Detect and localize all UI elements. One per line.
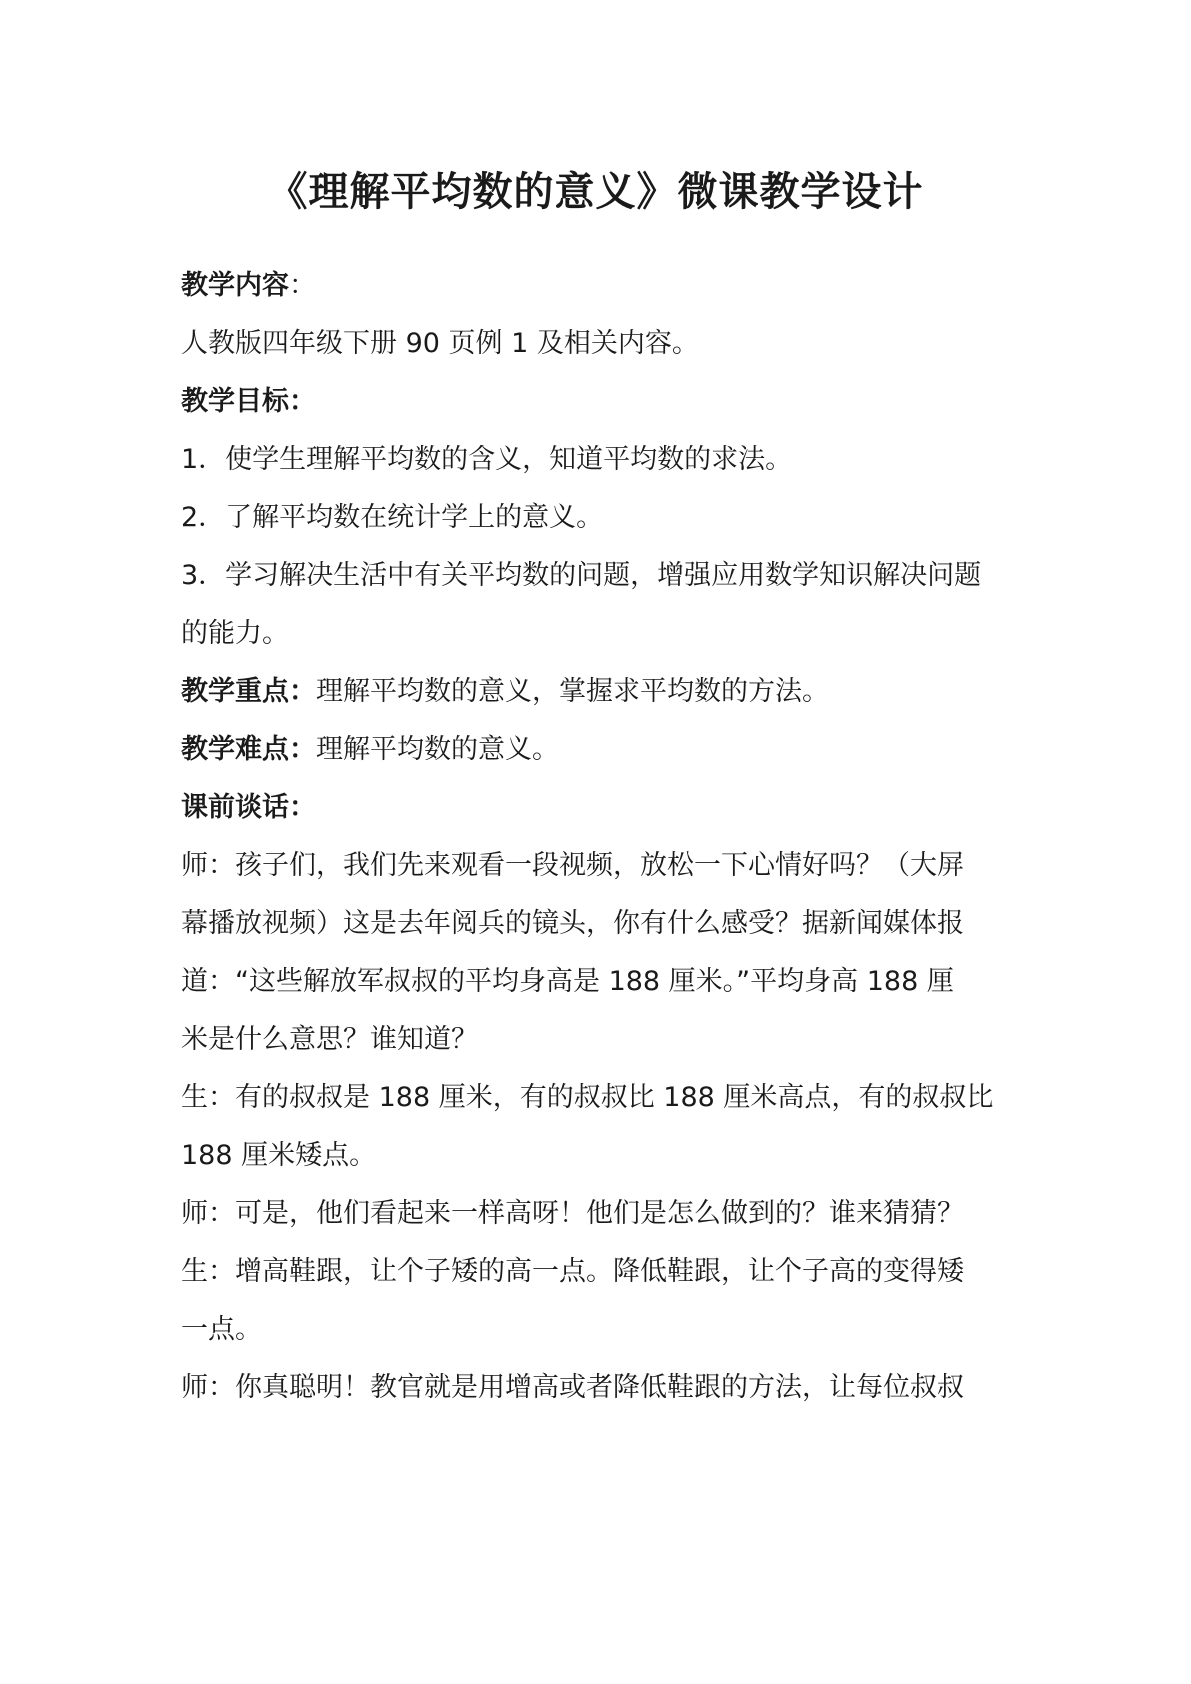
- content-heading: [181, 266, 1021, 306]
- key-point: [181, 672, 1021, 712]
- dialogue-line: 188 厘米矮点。: [181, 1140, 377, 1171]
- content-text: 人教版四年级下册 90 页例 1 及相关内容。: [181, 328, 699, 359]
- difficulty-point: [181, 730, 1021, 770]
- key-point-text: 理解平均数的意义，掌握求平均数的方法。: [316, 676, 829, 707]
- dialogue-line: 师：你真聪明！教官就是用增高或者降低鞋跟的方法，让每位叔叔: [181, 1372, 964, 1403]
- document-title: 《理解平均数的意义》微课教学设计: [267, 169, 924, 215]
- goal-item-1: 1．使学生理解平均数的含义，知道平均数的求法。: [181, 444, 793, 475]
- content-label: 教学内容: [181, 270, 289, 301]
- content-colon: ：: [289, 270, 316, 301]
- goal-item-3: 3．学习解决生活中有关平均数的问题，增强应用数学知识解决问题: [181, 560, 982, 591]
- dialogue-line: 生：增高鞋跟，让个子矮的高一点。降低鞋跟，让个子高的变得矮: [181, 1256, 964, 1287]
- dialogue-line: 师：可是，他们看起来一样高呀！他们是怎么做到的？谁来猜猜？: [181, 1198, 964, 1229]
- dialogue-line: 幕播放视频）这是去年阅兵的镜头，你有什么感受？据新闻媒体报: [181, 908, 964, 939]
- dialogue-line: 生：有的叔叔是 188 厘米，有的叔叔比 188 厘米高点，有的叔叔比: [181, 1082, 994, 1113]
- dialogue-line: 一点。: [181, 1314, 262, 1345]
- dialogue-line: 道：“这些解放军叔叔的平均身高是 188 厘米。”平均身高 188 厘: [181, 966, 954, 997]
- dialogue-line: 米是什么意思？谁知道？: [181, 1024, 478, 1055]
- goal-item-3-continued: 的能力。: [181, 618, 289, 649]
- key-point-label: 教学重点：: [181, 676, 316, 707]
- difficulty-label: 教学难点：: [181, 734, 316, 765]
- talk-label: 课前谈话：: [181, 792, 316, 823]
- goals-label: 教学目标：: [181, 386, 316, 417]
- dialogue-line: 师：孩子们，我们先来观看一段视频，放松一下心情好吗？（大屏: [181, 850, 964, 881]
- difficulty-text: 理解平均数的意义。: [316, 734, 559, 765]
- goal-item-2: 2．了解平均数在统计学上的意义。: [181, 502, 604, 533]
